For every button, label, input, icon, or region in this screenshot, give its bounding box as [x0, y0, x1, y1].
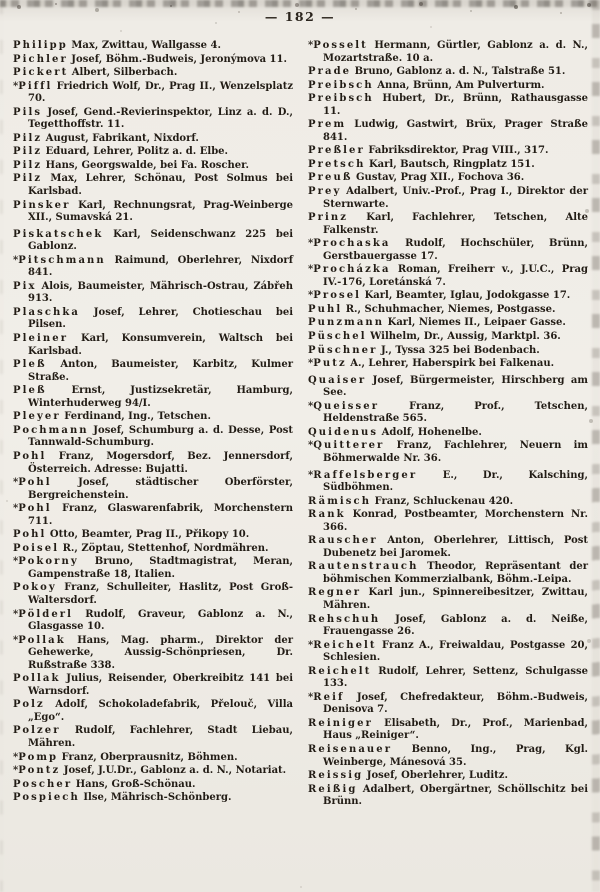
- member-asterisk: *: [308, 40, 314, 51]
- directory-entry: [308, 744, 588, 769]
- entry-surname: Reissig: [308, 770, 364, 782]
- entry-surname: Prinz: [308, 212, 349, 224]
- entry-surname: Raffelsberger: [313, 469, 418, 481]
- entry-details: Franz A., Freiwaldau, Postgasse 20, Schlesien.: [323, 639, 588, 664]
- entry-details: Raimund, Oberlehrer, Nixdorf 841.: [28, 254, 293, 279]
- entry-details: Fabriksdirektor, Prag VIII., 317.: [364, 145, 549, 157]
- entry-details: Franz, Mogersdorf, Bez. Jennersdorf, Österreich. Adresse: Bujatti.: [28, 450, 293, 475]
- directory-entry: [308, 784, 588, 809]
- entry-surname: Pohl: [13, 450, 47, 462]
- directory-entry: [308, 587, 588, 612]
- entry-surname: Pleiner: [13, 333, 69, 345]
- entry-surname: Philipp: [13, 40, 68, 51]
- entry-details: Ilse, Mährisch-Schönberg.: [79, 792, 232, 804]
- directory-entry: [308, 470, 588, 495]
- directory-entry: [13, 333, 293, 358]
- member-asterisk: *: [308, 358, 314, 370]
- entry-surname: Pilz: [13, 173, 43, 185]
- entry-details: Josef, Chefredakteur, Böhm.-Budweis, Denisova 7.: [323, 691, 588, 716]
- entry-details: Wilhelm, Dr., Aussig, Marktpl. 36.: [366, 331, 561, 343]
- directory-entry: [308, 692, 588, 717]
- directory-entry: [308, 401, 588, 426]
- entry-details: Josef, Bürgermeister, Hirschberg am See.: [323, 374, 588, 399]
- entry-surname: Pohl: [18, 477, 52, 489]
- member-asterisk: *: [13, 608, 19, 620]
- directory-entry: [308, 509, 588, 534]
- directory-entry: [13, 67, 293, 80]
- directory-entry: [13, 609, 293, 634]
- entry-details: Karl, Konsumverein, Waltsch bei Karlsbad.: [28, 333, 293, 357]
- entry-surname: Queisser: [313, 400, 380, 412]
- entry-surname: Putz: [313, 358, 347, 370]
- entry-details: Benno, Ing., Prag, Kgl. Weinberge, Mánesová 35.: [323, 743, 588, 768]
- entry-surname: Quidenus: [308, 426, 379, 438]
- entry-details: Otto, Beamter, Prag II., Přikopy 10.: [46, 529, 250, 541]
- entry-details: Max, Lehrer, Schönau, Post Solmus bei Karlsbad.: [28, 173, 293, 198]
- entry-details: Alois, Baumeister, Mährisch-Ostrau, Zábřeh 913.: [28, 280, 293, 305]
- directory-entry: [13, 779, 293, 792]
- directory-entry: [13, 255, 293, 280]
- directory-entry: [13, 146, 293, 159]
- entry-details: Rudolf, Lehrer, Settenz, Schulgasse 133.: [323, 665, 588, 690]
- directory-entry: [13, 425, 293, 450]
- directory-entry: [308, 496, 588, 509]
- entry-details: Karl, Beamter, Iglau, Jodokgasse 17.: [361, 290, 571, 302]
- entry-details: Karl, Fachlehrer, Tetschen, Alte Falkenstr.: [323, 212, 588, 236]
- directory-entry: [13, 543, 293, 556]
- directory-entry: [308, 93, 588, 118]
- entry-details: Franz, Oberprausnitz, Böhmen.: [58, 751, 238, 763]
- entry-surname: Piffl: [18, 80, 53, 92]
- member-asterisk: *: [13, 556, 19, 568]
- entry-surname: Punzmann: [308, 317, 385, 329]
- entry-details: Friedrich Wolf, Dr., Prag II., Wenzelsplatz 70.: [28, 80, 293, 105]
- directory-entry: [308, 238, 588, 263]
- entry-surname: Pohl: [13, 529, 47, 541]
- entry-surname: Pichler: [13, 53, 68, 65]
- entry-details: Rudolf, Hochschüler, Brünn, Gerstbauergasse 17.: [323, 238, 588, 262]
- entry-surname: Polzer: [13, 725, 61, 737]
- entry-details: Adolf, Hohenelbe.: [378, 426, 482, 438]
- directory-entry: [13, 451, 293, 476]
- page-number: — 182 —: [264, 9, 336, 24]
- entry-surname: Quaiser: [308, 374, 367, 386]
- scan-noise-top: [0, 0, 600, 7]
- entry-surname: Pilz: [13, 132, 43, 144]
- entry-details: Rudolf, Fachlehrer, Stadt Liebau, Mähren.: [28, 725, 293, 749]
- directory-entry: [308, 561, 588, 586]
- entry-details: Roman, Freiherr v., J.U.C., Prag IV.-176, Loretánská 7.: [323, 264, 588, 288]
- member-asterisk: *: [308, 469, 314, 481]
- directory-entry: [13, 529, 293, 542]
- member-asterisk: *: [308, 639, 314, 651]
- directory-entry: [13, 752, 293, 765]
- directory-entry: [308, 119, 588, 144]
- entry-surname: Polz: [13, 699, 45, 711]
- entry-details: Franz, Glaswarenfabrik, Morchenstern 711.: [28, 503, 293, 527]
- directory-entry: [308, 345, 588, 358]
- entry-details: Hubert, Dr., Brünn, Rathausgasse 11.: [323, 93, 588, 117]
- entry-surname: Poscher: [13, 778, 73, 790]
- entry-surname: Pokorny: [18, 556, 79, 568]
- member-asterisk: *: [308, 290, 314, 302]
- directory-entry: [308, 186, 588, 211]
- directory-entry: [13, 385, 293, 410]
- entry-details: Bruno, Stadtmagistrat, Meran, Gampenstraße 18, Italien.: [28, 556, 293, 580]
- entry-surname: Pochmann: [13, 424, 89, 436]
- entry-details: Franz, Fachlehrer, Neuern im Böhmerwalde Nr. 36.: [323, 440, 588, 464]
- member-asterisk: *: [308, 238, 314, 250]
- entry-surname: Pospiech: [13, 792, 80, 804]
- entry-surname: Pilz: [13, 159, 43, 171]
- directory-entry: [13, 281, 293, 306]
- entry-surname: Prade: [308, 66, 352, 78]
- entry-surname: Rauscher: [308, 535, 378, 547]
- entry-details: Albert, Silberbach.: [68, 67, 178, 79]
- member-asterisk: *: [308, 440, 314, 452]
- entry-surname: Reisenauer: [308, 743, 393, 755]
- entry-surname: Pomp: [18, 751, 59, 763]
- directory-column-left: [13, 40, 293, 810]
- entry-surname: Procházka: [313, 264, 391, 276]
- entry-surname: Reichelt: [308, 665, 372, 677]
- entry-details: Anton, Baumeister, Karbitz, Kulmer Straße.: [28, 359, 293, 383]
- directory-entry: [13, 477, 293, 502]
- entry-details: J., Tyssa 325 bei Bodenbach.: [377, 344, 540, 356]
- entry-surname: Pleß: [13, 385, 47, 397]
- entry-details: Josef, Gablonz a. d. Neiße, Frauengasse 26.: [323, 613, 588, 638]
- directory-entry: [13, 229, 293, 254]
- directory-entry: [13, 160, 293, 173]
- entry-details: Josef, Böhm.-Budweis, Jeronýmova 11.: [67, 53, 287, 65]
- directory-entry: [308, 718, 588, 743]
- entry-surname: Prem: [308, 119, 347, 131]
- entry-surname: Posselt: [313, 40, 368, 51]
- entry-surname: Rank: [308, 509, 346, 521]
- entry-surname: Reiniger: [308, 717, 373, 729]
- entry-surname: Püschel: [308, 331, 367, 343]
- member-asterisk: *: [308, 400, 314, 412]
- entry-details: Hans, Mag. pharm., Direktor der Gehewerke, Aussig-Schönpriesen, Dr. Rußstraße 338.: [28, 634, 293, 671]
- member-asterisk: *: [13, 477, 19, 489]
- member-asterisk: *: [308, 691, 314, 703]
- member-asterisk: *: [13, 254, 19, 266]
- entry-surname: Preibsch: [308, 93, 374, 105]
- entry-surname: Piskatschek: [13, 228, 104, 240]
- directory-entry: [308, 535, 588, 560]
- entry-details: Ludwig, Gastwirt, Brüx, Prager Straße 841.: [323, 119, 588, 143]
- directory-entry: [308, 317, 588, 330]
- entry-surname: Reichelt: [313, 639, 377, 651]
- directory-entry: [308, 427, 588, 440]
- directory-entry: [308, 304, 588, 317]
- entry-details: Karl, Bautsch, Ringplatz 151.: [365, 158, 535, 170]
- entry-details: Josef, Gend.-Revierinspektor, Linz a. d. D., Tegetthoffstr. 11.: [28, 106, 293, 131]
- entry-details: E., Dr., Kalsching, Südböhmen.: [323, 469, 588, 494]
- entry-surname: Reif: [313, 691, 345, 703]
- entry-surname: Prochaska: [313, 238, 391, 250]
- entry-details: Eduard, Lehrer, Politz a. d. Elbe.: [42, 146, 229, 158]
- entry-surname: Püschner: [308, 344, 378, 356]
- directory-entry: [308, 264, 588, 289]
- directory-column-right: [308, 40, 588, 810]
- entry-surname: Pretsch: [308, 158, 366, 170]
- directory-entry: [308, 66, 588, 79]
- entry-details: Josef, J.U.Dr., Gablonz a. d. N., Notariat.: [60, 765, 287, 777]
- directory-entry: [13, 699, 293, 724]
- entry-details: Hans, Georgswalde, bei Fa. Roscher.: [42, 159, 249, 171]
- entry-details: Rudolf, Graveur, Gablonz a. N., Glasgasse 10.: [28, 608, 293, 633]
- directory-entry: [308, 666, 588, 691]
- entry-details: Karl, Seidenschwanz 225 bei Gablonz.: [28, 228, 293, 253]
- directory-entry: [308, 290, 588, 303]
- directory-columns: [13, 40, 588, 810]
- entry-details: Ferdinand, Ing., Tetschen.: [60, 411, 211, 423]
- directory-entry: [308, 331, 588, 344]
- entry-details: Adalbert, Univ.-Prof., Prag I., Direktor der Sternwarte.: [323, 186, 588, 210]
- entry-surname: Pinsker: [13, 199, 71, 211]
- entry-surname: Pontz: [18, 765, 61, 777]
- directory-entry: [13, 173, 293, 198]
- entry-details: R., Zöptau, Stettenhof, Nordmähren.: [59, 542, 269, 554]
- entry-surname: Pleyer: [13, 411, 61, 423]
- directory-entry: [13, 81, 293, 106]
- entry-surname: Pils: [13, 106, 43, 118]
- directory-entry: [308, 640, 588, 665]
- entry-surname: Pix: [13, 280, 37, 292]
- directory-entry: [308, 375, 588, 400]
- entry-surname: Rämisch: [308, 495, 372, 507]
- scan-edge-left: [0, 0, 3, 892]
- directory-entry: [13, 582, 293, 607]
- entry-surname: Quitterer: [313, 440, 385, 452]
- entry-surname: Pitschmann: [18, 254, 106, 266]
- directory-entry: [308, 159, 588, 172]
- entry-surname: Pölderl: [18, 608, 74, 620]
- directory-entry: [308, 614, 588, 639]
- directory-entry: [308, 172, 588, 185]
- directory-entry: [13, 359, 293, 384]
- directory-entry: [13, 411, 293, 424]
- entry-surname: Reißig: [308, 783, 358, 795]
- entry-surname: Prey: [308, 186, 342, 198]
- entry-surname: Preibsch: [308, 79, 374, 91]
- directory-entry: [13, 133, 293, 146]
- entry-details: Karl, Niemes II., Leipaer Gasse.: [384, 317, 566, 329]
- member-asterisk: *: [13, 765, 19, 777]
- directory-entry: [13, 635, 293, 673]
- directory-entry: [13, 792, 293, 805]
- entry-surname: Regner: [308, 587, 362, 599]
- directory-entry: [13, 200, 293, 225]
- entry-details: Konrad, Postbeamter, Morchenstern Nr. 366.: [323, 509, 588, 533]
- entry-details: Adolf, Schokoladefabrik, Přelouč, Villa „Ego“.: [28, 699, 293, 723]
- directory-entry: [308, 145, 588, 158]
- entry-details: Franz, Schluckenau 420.: [371, 495, 514, 507]
- entry-details: Julius, Reisender, Oberkreibitz 141 bei Warnsdorf.: [28, 673, 293, 697]
- entry-details: A., Lehrer, Haberspirk bei Falkenau.: [346, 358, 555, 370]
- directory-entry: [13, 54, 293, 67]
- member-asterisk: *: [13, 503, 19, 515]
- entry-surname: Pohl: [18, 503, 52, 515]
- entry-details: Josef, Oberlehrer, Luditz.: [363, 770, 508, 782]
- entry-details: Bruno, Gablonz a. d. N., Talstraße 51.: [351, 66, 566, 78]
- directory-entry: [308, 80, 588, 93]
- entry-details: August, Fabrikant, Nixdorf.: [42, 132, 199, 144]
- member-asterisk: *: [13, 634, 19, 646]
- entry-details: Josef, Schumburg a. d. Desse, Post Tannwald-Schumburg.: [28, 424, 293, 449]
- entry-details: Karl jun., Spinnereibesitzer, Zwittau, Mähren.: [323, 587, 588, 611]
- entry-details: R., Schuhmacher, Niemes, Postgasse.: [342, 303, 556, 315]
- entry-surname: Preßler: [308, 145, 365, 157]
- entry-details: Adalbert, Obergärtner, Schöllschitz bei Brünn.: [323, 783, 588, 808]
- entry-surname: Poisel: [13, 542, 60, 554]
- entry-details: Anna, Brünn, Am Pulverturm.: [373, 79, 545, 91]
- entry-details: Anton, Oberlehrer, Littisch, Post Dubenetz bei Jaromek.: [323, 535, 588, 559]
- member-asterisk: *: [13, 80, 19, 92]
- entry-details: Theodor, Repräsentant der böhmischen Kommerzialbank, Böhm.-Leipa.: [323, 561, 588, 585]
- entry-surname: Rehschuh: [308, 613, 381, 625]
- directory-entry: [13, 307, 293, 332]
- entry-details: Ernst, Justizsekretär, Hamburg, Winterhuderweg 94/I.: [28, 385, 293, 409]
- member-asterisk: *: [13, 751, 19, 763]
- directory-entry: [13, 725, 293, 750]
- entry-surname: Pleß: [13, 359, 47, 371]
- directory-entry: [13, 556, 293, 581]
- entry-details: Hermann, Gürtler, Gablonz a. d. N., Mozartstraße. 10 a.: [323, 40, 588, 64]
- directory-entry: [308, 770, 588, 783]
- entry-details: Elisabeth, Dr., Prof., Marienbad, Haus „Reiniger“.: [323, 717, 588, 742]
- directory-entry: [13, 503, 293, 528]
- directory-entry: [13, 40, 293, 53]
- entry-details: Hans, Groß-Schönau.: [72, 778, 196, 790]
- entry-details: Gustav, Prag XII., Fochova 36.: [352, 172, 525, 184]
- directory-entry: [308, 440, 588, 465]
- entry-surname: Pilz: [13, 146, 43, 158]
- entry-surname: Rautenstrauch: [308, 561, 419, 573]
- entry-surname: Pickert: [13, 67, 69, 79]
- directory-entry: [308, 40, 588, 65]
- directory-entry: [308, 358, 588, 371]
- scan-speckles: [0, 0, 2, 2]
- member-asterisk: *: [308, 264, 314, 276]
- entry-details: Max, Zwittau, Wallgasse 4.: [67, 40, 221, 51]
- entry-details: Franz, Prof., Tetschen, Heldenstraße 565.: [323, 400, 588, 425]
- entry-surname: Preuß: [308, 172, 353, 184]
- entry-surname: Prosel: [313, 290, 362, 302]
- entry-surname: Puhl: [308, 303, 343, 315]
- entry-details: Franz, Schulleiter, Haslitz, Post Groß-Waltersdorf.: [28, 582, 293, 606]
- directory-entry: [13, 673, 293, 698]
- scan-edge-right: [592, 0, 600, 892]
- entry-details: Josef, Lehrer, Chotieschau bei Pilsen.: [28, 306, 293, 331]
- directory-entry: [308, 212, 588, 237]
- entry-details: Karl, Rechnungsrat, Prag-Weinberge XII., Sumavská 21.: [28, 199, 293, 224]
- directory-entry: [13, 107, 293, 132]
- entry-surname: Pokoy: [13, 582, 57, 594]
- entry-surname: Pollak: [18, 634, 66, 646]
- entry-surname: Plaschka: [13, 306, 80, 318]
- entry-details: Josef, städtischer Oberförster, Bergreichenstein.: [28, 477, 293, 501]
- entry-surname: Pollak: [13, 673, 61, 685]
- directory-entry: [13, 765, 293, 778]
